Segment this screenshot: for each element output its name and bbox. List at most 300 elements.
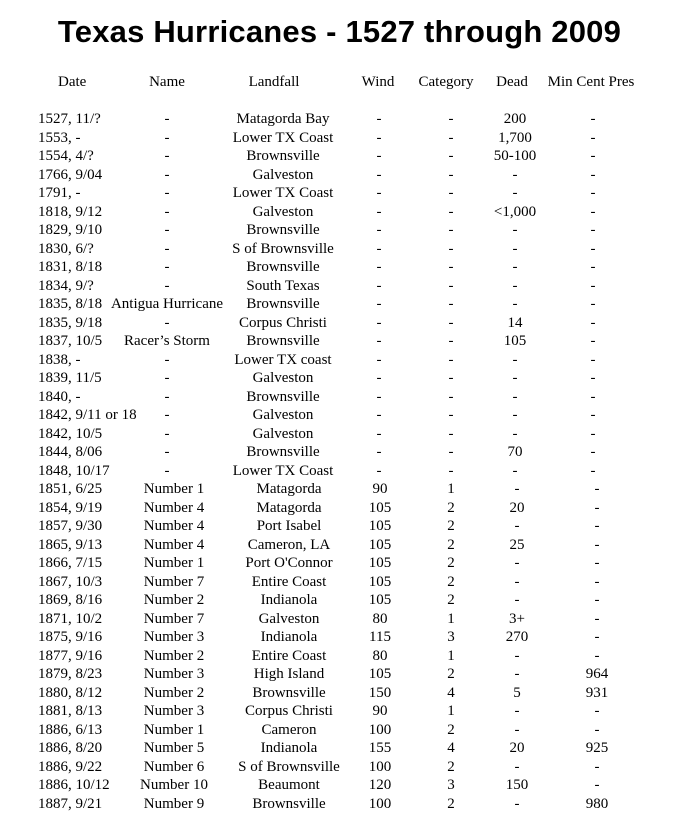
cell-landfall: Brownsville [246,148,320,164]
cell-dead: - [512,407,518,423]
cell-date: 1854, 9/19 [38,499,103,516]
cell-name: Number 1 [143,555,205,571]
cell-landfall: Lower TX Coast [232,129,334,146]
cell-landfall: Entire Coast [251,573,327,590]
cell-dead: - [512,277,518,294]
cell-dead: 150 [505,777,529,793]
cell-name: Number 1 [143,721,205,738]
table-row [0,517,679,535]
cell-category: 2 [447,721,455,738]
cell-category: - [448,129,454,146]
cell-landfall: Indianola [260,629,318,645]
cell-category: 2 [447,536,455,553]
cell-landfall: Galveston [252,166,314,183]
cell-landfall: Indianola [260,592,318,608]
cell-category: 2 [447,666,455,682]
cell-landfall: Galveston [258,610,320,627]
cell-pressure: - [594,592,600,608]
cell-landfall: S of Brownsville [238,758,340,775]
table-row [0,591,679,609]
cell-wind: 105 [368,536,392,553]
table-row [0,129,679,147]
cell-name: Number 3 [143,666,205,682]
cell-date: 1554, 4/? [38,148,94,164]
cell-dead: - [514,573,520,590]
cell-pressure: - [590,388,596,405]
cell-pressure: - [590,351,596,368]
table-row [0,314,679,332]
cell-landfall: Cameron, LA [247,536,331,553]
cell-pressure: - [590,277,596,294]
cell-dead: - [512,351,518,368]
cell-landfall: Brownsville [246,444,320,460]
cell-category: 2 [447,573,455,590]
cell-date: 1842, 9/11 or 18 [38,407,137,423]
cell-dead: 3+ [509,610,525,627]
table-row [0,739,679,757]
cell-dead: - [512,388,518,405]
cell-dead: - [512,370,518,386]
cell-wind: 90 [372,481,388,497]
cell-wind: - [376,203,382,220]
table-row [0,758,679,776]
cell-landfall: Cameron [261,721,317,738]
cell-wind: 90 [372,703,388,719]
cell-date: 1875, 9/16 [38,629,103,645]
cell-dead: - [514,518,520,534]
cell-category: 3 [447,777,455,793]
cell-name: - [164,259,170,275]
cell-pressure: - [594,518,600,534]
table-row [0,221,679,239]
cell-category: - [448,166,454,183]
cell-name: - [164,277,170,294]
cell-name: - [164,462,170,479]
cell-category: - [448,277,454,294]
cell-category: 2 [447,592,455,608]
cell-wind: - [376,425,382,442]
cell-category: 2 [447,555,455,571]
cell-wind: 150 [368,684,392,701]
cell-wind: 100 [368,721,392,738]
cell-category: 2 [447,518,455,534]
cell-landfall: Corpus Christi [239,314,327,331]
cell-category: - [448,388,454,405]
cell-wind: - [376,185,382,201]
cell-name: - [164,407,170,423]
table-row [0,665,679,683]
cell-name: - [164,351,170,368]
cell-pressure: - [594,629,600,645]
cell-category: 1 [447,647,455,664]
table-row [0,647,679,665]
cell-category: - [448,370,454,386]
table-row [0,573,679,591]
cell-wind: - [376,370,382,386]
cell-name: - [164,444,170,460]
table-row [0,240,679,258]
table-row [0,110,679,128]
cell-name: - [164,203,170,220]
cell-wind: - [376,388,382,405]
cell-pressure: - [590,425,596,442]
cell-date: 1886, 6/13 [38,721,103,738]
cell-category: - [448,259,454,275]
cell-pressure: - [590,111,596,127]
cell-landfall: Beaumont [258,777,320,793]
cell-category: 4 [447,684,455,701]
cell-dead: 5 [513,684,521,701]
cell-dead: - [512,240,518,257]
cell-landfall: Lower TX coast [234,351,332,368]
table-row [0,184,679,202]
cell-landfall: Brownsville [246,259,320,275]
cell-pressure: - [590,444,596,460]
cell-date: 1886, 10/12 [38,777,110,793]
cell-landfall: Brownsville [252,795,326,812]
table-row [0,166,679,184]
table-row [0,332,679,350]
cell-dead: - [514,481,520,497]
cell-landfall: Brownsville [252,684,326,701]
cell-dead: - [512,259,518,275]
cell-date: 1766, 9/04 [38,166,103,183]
cell-landfall: Galveston [252,370,314,386]
cell-wind: 115 [369,629,391,645]
table-row [0,776,679,794]
cell-pressure: - [590,462,596,479]
cell-category: 4 [447,740,455,756]
table-row [0,258,679,276]
cell-date: 1840, - [38,388,81,405]
cell-category: - [448,333,454,349]
cell-name: Number 5 [143,740,205,756]
cell-name: - [164,148,170,164]
cell-landfall: Brownsville [246,222,320,238]
page-title: Texas Hurricanes - 1527 through 2009 [57,14,622,49]
cell-wind: 80 [372,647,388,664]
cell-wind: 105 [368,499,392,516]
column-header-date: Date [58,74,87,90]
cell-pressure: - [590,166,596,183]
table-row [0,554,679,572]
cell-landfall: Brownsville [246,333,320,349]
cell-category: - [448,407,454,423]
table-row [0,702,679,720]
cell-name: Number 1 [143,481,205,497]
cell-name: Number 2 [143,647,205,664]
cell-dead: 105 [503,333,527,349]
table-row [0,295,679,313]
cell-date: 1871, 10/2 [38,610,103,627]
cell-dead: - [514,555,520,571]
cell-wind: 80 [372,610,388,627]
cell-wind: - [376,407,382,423]
cell-name: - [164,240,170,257]
table-row [0,610,679,628]
cell-date: 1880, 8/12 [38,684,103,701]
cell-wind: 105 [368,555,392,571]
cell-name: Racer’s Storm [124,333,210,349]
table-row [0,480,679,498]
cell-landfall: Galveston [252,407,314,423]
cell-date: 1837, 10/5 [38,333,103,349]
cell-dead: <1,000 [493,203,537,220]
cell-pressure: - [590,333,596,349]
cell-dead: - [514,795,520,812]
cell-name: Antigua Hurricane [110,296,224,312]
table-row [0,499,679,517]
cell-name: Number 7 [143,573,205,590]
cell-date: 1818, 9/12 [38,203,103,220]
cell-pressure: - [590,314,596,331]
cell-dead: 1,700 [498,129,532,146]
cell-wind: - [376,222,382,238]
cell-landfall: S of Brownsville [232,240,334,257]
cell-wind: - [376,240,382,257]
cell-date: 1839, 11/5 [38,370,102,386]
cell-category: - [448,185,454,201]
cell-date: 1877, 9/16 [38,647,103,664]
cell-date: 1886, 9/22 [38,758,103,775]
cell-dead: 200 [503,111,527,127]
cell-name: Number 6 [143,758,205,775]
cell-date: 1866, 7/15 [38,555,103,571]
cell-wind: - [376,314,382,331]
cell-landfall: Brownsville [246,388,320,405]
cell-dead: - [514,721,520,738]
cell-dead: - [514,703,520,719]
cell-pressure: - [594,777,600,793]
column-header-landfall: Landfall [248,74,300,90]
cell-category: - [448,111,454,127]
cell-category: - [448,148,454,164]
cell-dead: - [514,666,520,682]
table-row [0,388,679,406]
cell-pressure: - [594,481,600,497]
cell-pressure: - [594,703,600,719]
cell-name: - [164,111,170,127]
cell-wind: - [376,148,382,164]
cell-name: Number 2 [143,592,205,608]
cell-wind: - [376,277,382,294]
cell-name: - [164,370,170,386]
cell-dead: 50-100 [493,148,537,164]
cell-wind: - [376,333,382,349]
cell-date: 1791, - [38,185,81,201]
cell-date: 1869, 8/16 [38,592,103,608]
cell-date: 1886, 8/20 [38,740,103,756]
table-row [0,203,679,221]
cell-dead: - [512,462,518,479]
cell-category: - [448,462,454,479]
cell-pressure: - [590,407,596,423]
cell-pressure: - [594,758,600,775]
cell-name: - [164,222,170,238]
cell-pressure: - [590,185,596,201]
cell-pressure: - [590,129,596,146]
cell-pressure: 925 [585,740,609,756]
cell-pressure: - [594,499,600,516]
cell-category: - [448,203,454,220]
cell-pressure: - [594,610,600,627]
cell-dead: 25 [509,536,525,553]
cell-date: 1865, 9/13 [38,536,103,553]
cell-date: 1887, 9/21 [38,795,103,812]
cell-date: 1831, 8/18 [38,259,103,275]
cell-wind: 105 [368,666,392,682]
cell-wind: - [376,111,382,127]
cell-pressure: - [590,148,596,164]
cell-pressure: - [590,259,596,275]
column-header-category: Category [418,74,474,90]
cell-date: 1844, 8/06 [38,444,103,460]
cell-name: Number 7 [143,610,205,627]
cell-name: - [164,129,170,146]
column-header-wind: Wind [361,74,395,90]
cell-landfall: Entire Coast [251,647,327,664]
cell-category: 1 [447,703,455,719]
cell-name: - [164,314,170,331]
cell-date: 1881, 8/13 [38,703,103,719]
cell-dead: 14 [507,314,523,331]
cell-wind: 100 [368,795,392,812]
cell-wind: 105 [368,518,392,534]
table-row [0,277,679,295]
cell-date: 1553, - [38,129,81,146]
cell-date: 1867, 10/3 [38,573,103,590]
cell-wind: - [376,296,382,312]
cell-pressure: 931 [585,684,609,701]
cell-landfall: Matagorda [256,499,322,516]
cell-pressure: - [594,536,600,553]
cell-name: Number 3 [143,703,205,719]
cell-name: Number 4 [143,536,205,553]
cell-date: 1829, 9/10 [38,222,103,238]
cell-category: 2 [447,499,455,516]
cell-wind: - [376,259,382,275]
cell-category: - [448,222,454,238]
cell-category: - [448,444,454,460]
cell-pressure: - [590,222,596,238]
table-row [0,406,679,424]
cell-category: - [448,296,454,312]
cell-category: 3 [447,629,455,645]
cell-dead: - [512,425,518,442]
cell-dead: - [512,185,518,201]
table-header [0,73,679,91]
cell-dead: 270 [505,629,529,645]
cell-wind: - [376,444,382,460]
cell-name: Number 3 [143,629,205,645]
cell-dead: - [512,296,518,312]
table-row [0,351,679,369]
cell-landfall: Port O'Connor [245,555,333,571]
cell-category: 2 [447,795,455,812]
table-row [0,443,679,461]
cell-pressure: - [590,240,596,257]
column-header-name: Name [149,74,185,90]
table-row [0,369,679,387]
cell-wind: 120 [368,777,392,793]
cell-pressure: 980 [585,795,609,812]
cell-landfall: High Island [253,666,325,682]
cell-landfall: Galveston [252,203,314,220]
cell-name: Number 10 [140,777,208,793]
cell-date: 1879, 8/23 [38,666,103,682]
table-row [0,462,679,480]
cell-pressure: - [590,203,596,220]
cell-landfall: Corpus Christi [245,703,333,719]
cell-pressure: - [594,573,600,590]
cell-landfall: Lower TX Coast [232,185,334,201]
cell-wind: - [376,351,382,368]
cell-landfall: Brownsville [246,296,320,312]
table-row [0,536,679,554]
cell-dead: - [514,647,520,664]
table-row [0,425,679,443]
cell-landfall: Matagorda Bay [236,111,330,127]
table-row [0,721,679,739]
table-row [0,795,679,813]
cell-wind: 105 [368,573,392,590]
cell-landfall: Matagorda [256,481,322,497]
cell-name: Number 4 [143,499,205,516]
cell-date: 1835, 9/18 [38,314,103,331]
cell-category: 2 [447,758,455,775]
cell-wind: 100 [368,758,392,775]
cell-landfall: Galveston [252,425,314,442]
cell-name: - [164,166,170,183]
cell-category: - [448,314,454,331]
cell-date: 1838, - [38,351,81,368]
cell-pressure: - [590,296,596,312]
cell-landfall: South Texas [246,277,320,294]
table-row [0,628,679,646]
cell-name: - [164,425,170,442]
cell-pressure: - [594,647,600,664]
cell-date: 1830, 6/? [38,240,94,257]
cell-date: 1842, 10/5 [38,425,103,442]
cell-landfall: Indianola [260,740,318,756]
cell-date: 1835, 8/18 [38,296,103,312]
cell-category: - [448,425,454,442]
cell-dead: 20 [509,499,525,516]
cell-wind: - [376,129,382,146]
cell-category: - [448,351,454,368]
column-header-min-cent-pres: Min Cent Pres [547,74,635,90]
cell-name: - [164,185,170,201]
cell-pressure: - [594,555,600,571]
cell-pressure: 964 [585,666,609,682]
cell-dead: - [512,166,518,183]
cell-wind: 155 [368,740,392,756]
table-row [0,684,679,702]
cell-category: - [448,240,454,257]
cell-dead: 20 [509,740,525,756]
cell-dead: - [514,758,520,775]
cell-date: 1527, 11/? [38,111,101,127]
column-header-dead: Dead [496,74,528,90]
cell-name: Number 4 [143,518,205,534]
cell-category: 1 [447,610,455,627]
cell-name: - [164,388,170,405]
cell-pressure: - [594,721,600,738]
cell-pressure: - [590,370,596,386]
table-row [0,147,679,165]
cell-landfall: Port Isabel [256,518,322,534]
cell-dead: - [512,222,518,238]
